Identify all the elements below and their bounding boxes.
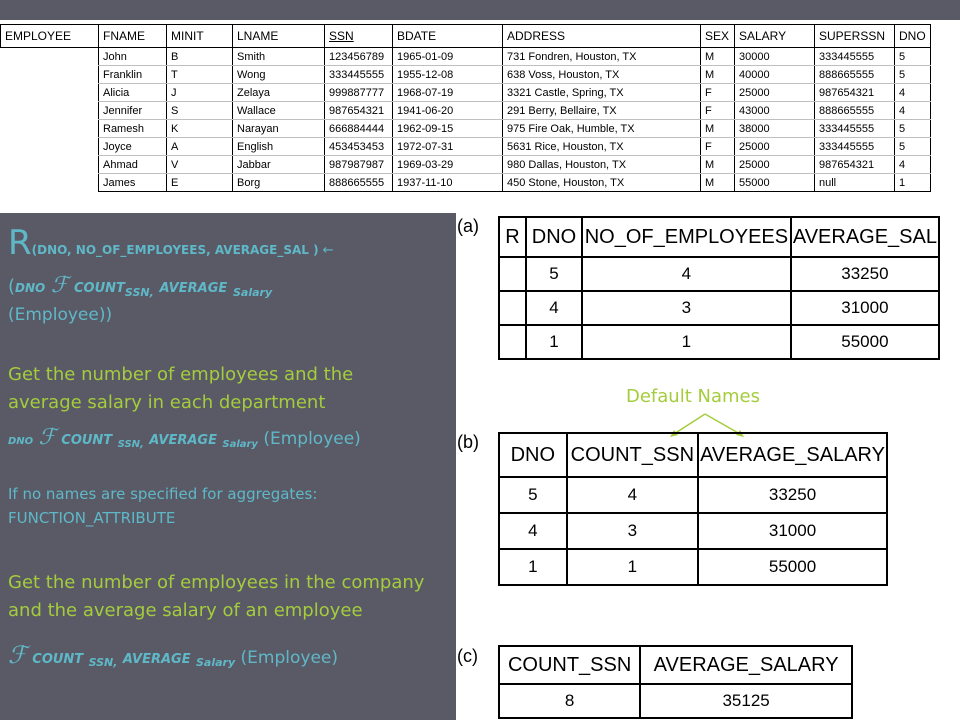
result-row xyxy=(499,325,939,359)
column-header-superssn xyxy=(815,25,895,48)
table-cell: 987987987 xyxy=(325,156,393,174)
result-cell: 5 xyxy=(526,257,582,291)
result-column-header: AVERAGE_SALARY xyxy=(698,433,887,477)
table-cell: 980 Dallas, Houston, TX xyxy=(503,156,701,174)
table-cell: 30000 xyxy=(735,48,815,66)
top-strip xyxy=(0,0,960,20)
note-line-2: FUNCTION_ATTRIBUTE xyxy=(8,509,176,527)
rename-expression xyxy=(8,223,334,263)
table-cell: 731 Fondren, Houston, TX xyxy=(503,48,701,66)
result-column-header: COUNT_SSN xyxy=(499,646,640,684)
table-cell: M xyxy=(701,120,735,138)
table-cell: 333445555 xyxy=(815,48,895,66)
table-cell: 1962-09-15 xyxy=(393,120,503,138)
table-cell: 1937-11-10 xyxy=(393,174,503,192)
left-panel xyxy=(0,213,456,720)
aggregate-f-icon: ℱ xyxy=(8,641,27,669)
rename-attrs: (DNO, NO_OF_EMPLOYEES, AVERAGE_SAL ) xyxy=(31,243,319,257)
result-a-header xyxy=(499,217,939,257)
aggregate-f-icon: ℱ xyxy=(38,425,56,450)
paren-open: ( xyxy=(8,276,16,297)
caption-c: (c) xyxy=(457,646,478,666)
table-cell: 25000 xyxy=(735,156,815,174)
result-column-header: AVERAGE_SAL xyxy=(791,217,939,257)
column-header-label: SEX xyxy=(705,29,730,43)
result-cell xyxy=(499,257,526,291)
relation-name: EMPLOYEE xyxy=(1,25,99,48)
table-cell: John xyxy=(99,48,167,66)
result-b-header xyxy=(499,433,887,477)
count-fn-3: COUNT xyxy=(32,652,84,667)
table-cell: Borg xyxy=(233,174,325,192)
table-row xyxy=(1,138,960,156)
table-row xyxy=(1,156,960,174)
question-1-line-2: average salary in each department xyxy=(8,392,326,413)
result-cell: 31000 xyxy=(791,291,939,325)
table-cell: 1968-07-19 xyxy=(393,84,503,102)
table-cell: James xyxy=(99,174,167,192)
table-cell: F xyxy=(701,138,735,156)
result-cell: 35125 xyxy=(640,684,852,718)
arrow-icon: ← xyxy=(322,243,334,258)
result-cell xyxy=(499,325,526,359)
table-cell: 25000 xyxy=(735,84,815,102)
table-cell: 43000 xyxy=(735,102,815,120)
table-cell: 55000 xyxy=(735,174,815,192)
employee-table xyxy=(0,24,960,192)
caption-b: (b) xyxy=(457,432,479,452)
average-fn-3: AVERAGE xyxy=(122,652,191,667)
result-cell: 1 xyxy=(526,325,582,359)
question-1-line-1: Get the number of employees and the xyxy=(8,364,354,385)
row-spacer xyxy=(931,66,960,84)
column-header-label: ADDRESS xyxy=(507,29,566,43)
table-cell: 5 xyxy=(895,48,931,66)
result-cell: 1 xyxy=(582,325,791,359)
question-2-line-2: and the average salary of an employee xyxy=(8,600,363,621)
table-cell: 888665555 xyxy=(325,174,393,192)
result-cell: 4 xyxy=(582,257,791,291)
column-header-ssn xyxy=(325,25,393,48)
table-row xyxy=(1,174,960,192)
table-cell: 1941-06-20 xyxy=(393,102,503,120)
row-spacer xyxy=(931,156,960,174)
result-column-header: NO_OF_EMPLOYEES xyxy=(582,217,791,257)
result-column-header: COUNT_SSN xyxy=(567,433,698,477)
table-cell: F xyxy=(701,84,735,102)
default-names-annotation: Default Names xyxy=(626,386,760,407)
result-cell: 4 xyxy=(526,291,582,325)
table-cell: M xyxy=(701,48,735,66)
table-cell: 4 xyxy=(895,84,931,102)
result-column-header: DNO xyxy=(526,217,582,257)
row-spacer xyxy=(1,66,99,84)
table-row xyxy=(1,102,960,120)
result-cell: 55000 xyxy=(791,325,939,359)
result-cell: 33250 xyxy=(698,477,887,513)
table-cell: B xyxy=(167,48,233,66)
column-header-label: DNO xyxy=(899,29,926,43)
result-row xyxy=(499,549,887,585)
table-row xyxy=(1,66,960,84)
column-header-bdate xyxy=(393,25,503,48)
count-attr-3: SSN, xyxy=(88,656,118,669)
table-cell: F xyxy=(701,102,735,120)
table-cell: 666884444 xyxy=(325,120,393,138)
result-cell: 5 xyxy=(499,477,567,513)
table-cell: 333445555 xyxy=(815,138,895,156)
table-cell: 4 xyxy=(895,102,931,120)
result-cell: 8 xyxy=(499,684,640,718)
employee-table-header xyxy=(1,25,960,48)
table-cell: Ahmad xyxy=(99,156,167,174)
table-cell: S xyxy=(167,102,233,120)
result-row xyxy=(499,257,939,291)
table-cell: 888665555 xyxy=(815,102,895,120)
rename-r: R xyxy=(8,223,32,263)
table-cell: null xyxy=(815,174,895,192)
table-cell: 975 Fire Oak, Humble, TX xyxy=(503,120,701,138)
result-cell: 4 xyxy=(499,513,567,549)
table-cell: 3321 Castle, Spring, TX xyxy=(503,84,701,102)
result-column-header: DNO xyxy=(499,433,567,477)
table-cell: 123456789 xyxy=(325,48,393,66)
column-header-label: FNAME xyxy=(103,29,145,43)
row-spacer xyxy=(931,174,960,192)
table-cell: Narayan xyxy=(233,120,325,138)
note-line-1: If no names are specified for aggregates: xyxy=(8,485,318,503)
table-cell: 1969-03-29 xyxy=(393,156,503,174)
column-header-label: SSN xyxy=(329,29,354,43)
table-cell: 450 Stone, Houston, TX xyxy=(503,174,701,192)
average-attr-3: Salary xyxy=(196,656,236,669)
row-spacer xyxy=(1,156,99,174)
aggregate-f-icon: ℱ xyxy=(50,273,69,298)
column-header-dno xyxy=(895,25,931,48)
table-cell: 333445555 xyxy=(325,66,393,84)
row-spacer xyxy=(1,84,99,102)
table-cell: Wallace xyxy=(233,102,325,120)
table-cell: 4 xyxy=(895,156,931,174)
grouping-attr: DNO xyxy=(15,281,46,295)
table-cell: M xyxy=(701,156,735,174)
count-fn: COUNT xyxy=(74,281,125,296)
caption-a: (a) xyxy=(457,216,479,236)
result-cell: 1 xyxy=(499,549,567,585)
result-table-a xyxy=(498,216,940,360)
table-row xyxy=(1,84,960,102)
column-header-label: BDATE xyxy=(397,29,437,43)
table-cell: 5 xyxy=(895,66,931,84)
table-cell: 5 xyxy=(895,120,931,138)
table-cell: Franklin xyxy=(99,66,167,84)
row-spacer xyxy=(931,120,960,138)
column-header-address xyxy=(503,25,701,48)
table-row xyxy=(1,48,960,66)
grouping-attr-2: DNO xyxy=(8,436,34,447)
average-fn: AVERAGE xyxy=(159,281,228,296)
table-cell: 999887777 xyxy=(325,84,393,102)
result-table-c xyxy=(498,645,853,719)
result-cell: 3 xyxy=(567,513,698,549)
table-cell: M xyxy=(701,66,735,84)
result-cell xyxy=(499,291,526,325)
table-cell: 333445555 xyxy=(815,120,895,138)
row-spacer xyxy=(931,84,960,102)
table-cell: Ramesh xyxy=(99,120,167,138)
result-row xyxy=(499,513,887,549)
result-cell: 3 xyxy=(582,291,791,325)
table-cell: 987654321 xyxy=(815,84,895,102)
expr-relation-1: (Employee)) xyxy=(8,305,113,325)
table-cell: Alicia xyxy=(99,84,167,102)
count-attr: SSN, xyxy=(124,286,154,299)
column-header-salary xyxy=(735,25,815,48)
table-cell: Wong xyxy=(233,66,325,84)
table-row xyxy=(1,120,960,138)
table-cell: T xyxy=(167,66,233,84)
row-spacer xyxy=(931,102,960,120)
aggregate-expression-2 xyxy=(8,425,361,450)
result-row xyxy=(499,477,887,513)
result-column-header: AVERAGE_SALARY xyxy=(640,646,852,684)
row-spacer xyxy=(1,174,99,192)
aggregate-expression-3 xyxy=(8,641,338,669)
result-cell: 1 xyxy=(567,549,698,585)
row-spacer xyxy=(1,120,99,138)
column-header-label: SALARY xyxy=(739,29,787,43)
question-2-line-1: Get the number of employees in the company xyxy=(8,572,425,593)
result-c-header xyxy=(499,646,852,684)
header-spacer xyxy=(931,25,960,48)
result-column-header: R xyxy=(499,217,526,257)
average-attr-2: Salary xyxy=(222,439,258,450)
table-cell: 25000 xyxy=(735,138,815,156)
table-cell: 40000 xyxy=(735,66,815,84)
row-spacer xyxy=(1,48,99,66)
row-spacer xyxy=(931,48,960,66)
table-cell: E xyxy=(167,174,233,192)
table-cell: Jennifer xyxy=(99,102,167,120)
result-row xyxy=(499,291,939,325)
column-header-sex xyxy=(701,25,735,48)
expr-relation-3: (Employee) xyxy=(240,648,339,668)
table-cell: 453453453 xyxy=(325,138,393,156)
table-cell: 987654321 xyxy=(815,156,895,174)
table-cell: K xyxy=(167,120,233,138)
column-header-label: SUPERSSN xyxy=(819,29,886,43)
column-header-lname xyxy=(233,25,325,48)
aggregate-expression-1 xyxy=(8,273,272,298)
table-cell: Jabbar xyxy=(233,156,325,174)
table-cell: 5 xyxy=(895,138,931,156)
result-cell: 31000 xyxy=(698,513,887,549)
table-cell: 888665555 xyxy=(815,66,895,84)
result-cell: 4 xyxy=(567,477,698,513)
table-cell: 1972-07-31 xyxy=(393,138,503,156)
table-cell: 5631 Rice, Houston, TX xyxy=(503,138,701,156)
table-cell: Smith xyxy=(233,48,325,66)
table-cell: 987654321 xyxy=(325,102,393,120)
count-fn-2: COUNT xyxy=(61,433,113,448)
table-cell: Zelaya xyxy=(233,84,325,102)
result-cell: 55000 xyxy=(698,549,887,585)
table-cell: M xyxy=(701,174,735,192)
column-header-label: MINIT xyxy=(171,29,204,43)
row-spacer xyxy=(1,138,99,156)
result-cell: 33250 xyxy=(791,257,939,291)
row-spacer xyxy=(1,102,99,120)
column-header-minit xyxy=(167,25,233,48)
table-cell: 291 Berry, Bellaire, TX xyxy=(503,102,701,120)
table-cell: A xyxy=(167,138,233,156)
result-table-b xyxy=(498,432,888,586)
average-attr: Salary xyxy=(232,286,273,299)
table-cell: 38000 xyxy=(735,120,815,138)
table-cell: English xyxy=(233,138,325,156)
table-cell: J xyxy=(167,84,233,102)
average-fn-2: AVERAGE xyxy=(149,433,217,448)
table-cell: 1965-01-09 xyxy=(393,48,503,66)
result-row xyxy=(499,684,852,718)
table-cell: 638 Voss, Houston, TX xyxy=(503,66,701,84)
row-spacer xyxy=(931,138,960,156)
table-cell: 1 xyxy=(895,174,931,192)
count-attr-2: SSN, xyxy=(117,439,144,450)
table-cell: Joyce xyxy=(99,138,167,156)
column-header-label: LNAME xyxy=(237,29,279,43)
table-cell: 1955-12-08 xyxy=(393,66,503,84)
table-cell: V xyxy=(167,156,233,174)
column-header-fname xyxy=(99,25,167,48)
expr-relation-2: (Employee) xyxy=(263,429,361,449)
